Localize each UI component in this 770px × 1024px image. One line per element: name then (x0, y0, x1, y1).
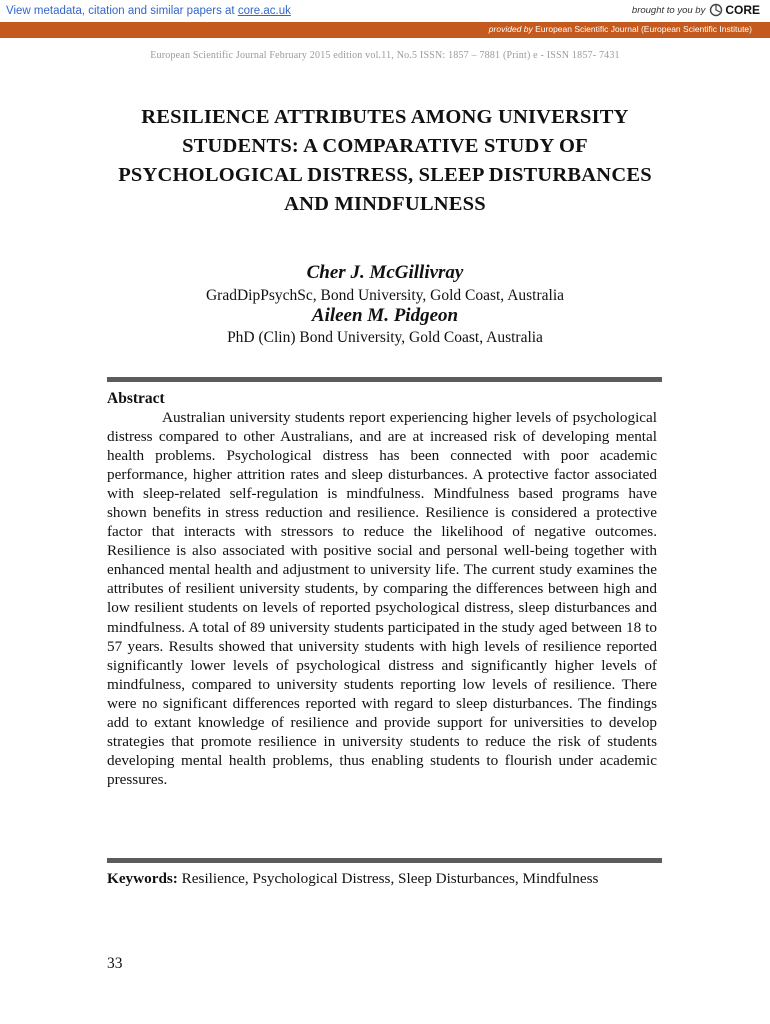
author-name-2: Aileen M. Pidgeon (311, 305, 459, 326)
journal-line: European Scientific Journal February 2015 edition vol.11, No.5 ISSN: 1857 – 7881 (Print) e - ISSN 1857- 7431 (150, 50, 620, 61)
author-affiliation-2: PhD (Clin) Bond University, Gold Coast, Australia (227, 329, 543, 346)
author-name-1: Cher J. McGillivray (306, 262, 464, 283)
abstract-heading: Abstract (107, 390, 165, 407)
core-link-target[interactable]: core.ac.uk (237, 5, 291, 17)
paper-title: RESILIENCE ATTRIBUTES AMONG UNIVERSITY STUDENTS: A COMPARATIVE STUDY OF PSYCHOLOGICAL DISTRESS, SLEEP DISTURBANCES AND MINDFULNESS (118, 106, 652, 215)
keywords-text: Resilience, Psychological Distress, Sleep Disturbances, Mindfulness (177, 870, 599, 887)
keywords-label: Keywords: (107, 870, 178, 887)
abstract-bottom-rule (107, 858, 662, 863)
page-number: 33 (107, 955, 123, 972)
abstract-text: Australian university students report experiencing higher levels of psychological distress compared to other Australians, and are at increased risk of developing mental health problems. Psychological distress has been connected with poor academic performance, higher attrition rates and sleep disturbances. A protective factor associated with sleep-related self-regulation is mindfulness. Mindfulness based programs have shown benefits in stress reduction and resilience. Resilience is considered a protective factor that interacts with stressors to reduce the likelihood of negative outcomes. Resilience is also associated with positive social and personal well-being together with enhanced mental health and adjustment to university life. The current study examines the attributes of resilient university students, by comparing the differences between high and low resilient students on levels of reported psychological distress, sleep disturbances and mindfulness. A total of 89 university students participated in the study aged between 18 to 57 years. Results showed that university students with high levels of resilience reported significantly lower levels of psychological distress and significantly higher levels of mindfulness, compared to university students reporting low levels of resilience. There were no significant differences reported with regard to sleep disturbances. The findings add to extant knowledge of resilience and provide support for universities to develop strategies that promote resilience in university students to reduce the risk of students developing mental health problems, thus enabling students to flourish under academic pressures. (107, 409, 657, 788)
core-logo-text: CORE (725, 3, 760, 17)
provided-by-text[interactable] (489, 24, 752, 34)
core-logo[interactable] (709, 3, 760, 17)
core-link-prefix: View metadata, citation and similar papers at (6, 5, 238, 17)
author-affiliation-1: GradDipPsychSc, Bond University, Gold Coast, Australia (205, 287, 565, 304)
brought-by-text: brought to you by (631, 4, 706, 16)
provided-by-bar (0, 22, 770, 38)
core-header (0, 0, 770, 22)
provided-by-prefix: provided by (488, 24, 533, 34)
provided-by-source: European Scientific Journal (European Scientific Institute) (535, 24, 752, 34)
keywords (107, 869, 657, 888)
abstract-top-rule (107, 377, 662, 382)
core-metadata-link[interactable] (6, 5, 291, 17)
core-logo-icon (709, 3, 723, 17)
brought-by (632, 3, 760, 17)
